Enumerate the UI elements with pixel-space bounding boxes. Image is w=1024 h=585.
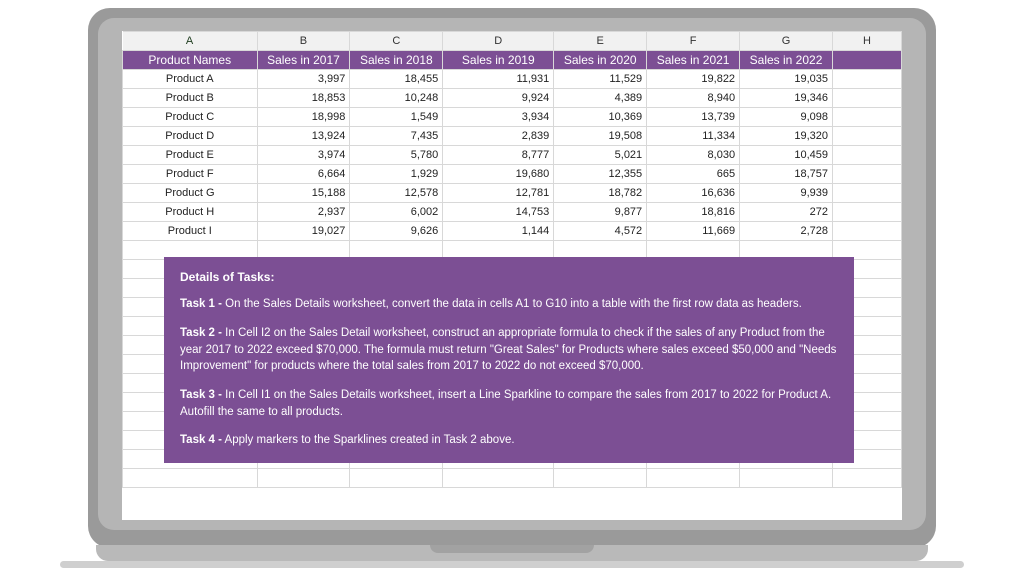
sales-cell[interactable]: 18,816 [647, 203, 740, 222]
table-row[interactable] [123, 127, 902, 146]
product-name-cell[interactable]: Product B [123, 89, 258, 108]
sales-cell[interactable]: 19,346 [740, 89, 833, 108]
sales-cell[interactable]: 12,578 [350, 184, 443, 203]
table-header-cell[interactable]: Product Names [123, 51, 258, 70]
laptop-screen [122, 31, 902, 520]
column-header-row [123, 32, 902, 51]
sales-cell[interactable]: 13,924 [257, 127, 350, 146]
product-name-cell[interactable]: Product H [123, 203, 258, 222]
empty-cell[interactable] [833, 51, 902, 70]
empty-cell[interactable] [740, 469, 833, 488]
sales-cell[interactable]: 8,030 [647, 146, 740, 165]
table-header-cell[interactable]: Sales in 2022 [740, 51, 833, 70]
sales-cell[interactable]: 11,669 [647, 222, 740, 241]
task-item [180, 432, 838, 449]
task-label: Task 4 - [180, 434, 222, 447]
table-row[interactable] [123, 222, 902, 241]
sales-cell[interactable]: 11,529 [554, 70, 647, 89]
sales-cell[interactable]: 15,188 [257, 184, 350, 203]
product-name-cell[interactable]: Product C [123, 108, 258, 127]
empty-cell[interactable] [123, 469, 258, 488]
sales-cell[interactable]: 19,822 [647, 70, 740, 89]
sales-cell[interactable]: 18,455 [350, 70, 443, 89]
sales-cell[interactable]: 10,369 [554, 108, 647, 127]
table-header-cell[interactable]: Sales in 2021 [647, 51, 740, 70]
sales-cell[interactable]: 18,757 [740, 165, 833, 184]
table-row[interactable] [123, 165, 902, 184]
sales-cell[interactable]: 18,998 [257, 108, 350, 127]
tasks-panel-title: Details of Tasks: [180, 270, 275, 284]
task-label: Task 2 - [180, 327, 222, 340]
sales-cell[interactable]: 2,728 [740, 222, 833, 241]
sales-cell[interactable]: 6,002 [350, 203, 443, 222]
task-label: Task 1 - [180, 298, 222, 311]
sales-cell[interactable]: 18,853 [257, 89, 350, 108]
column-header-d[interactable]: D [443, 32, 554, 51]
sales-cell[interactable]: 3,974 [257, 146, 350, 165]
sales-cell[interactable]: 9,924 [443, 89, 554, 108]
task-text: In Cell I1 on the Sales Details worksheet, insert a Line Sparkline to compare the sales from 2017 to 2022 for Product A. Autofill the same to all products. [180, 389, 832, 418]
table-header-row [123, 51, 902, 70]
sales-cell[interactable]: 1,144 [443, 222, 554, 241]
column-header-a[interactable]: A [123, 32, 258, 51]
sales-cell[interactable]: 3,997 [257, 70, 350, 89]
empty-cell[interactable] [257, 469, 350, 488]
laptop-shadow [60, 561, 964, 568]
table-header-cell[interactable]: Sales in 2020 [554, 51, 647, 70]
product-name-cell[interactable]: Product I [123, 222, 258, 241]
sales-cell[interactable]: 14,753 [443, 203, 554, 222]
sales-cell[interactable]: 8,777 [443, 146, 554, 165]
table-row[interactable] [123, 89, 902, 108]
column-header-f[interactable]: F [647, 32, 740, 51]
sales-cell[interactable]: 6,664 [257, 165, 350, 184]
empty-cell[interactable] [554, 469, 647, 488]
sales-cell[interactable]: 19,027 [257, 222, 350, 241]
sales-cell[interactable]: 2,839 [443, 127, 554, 146]
empty-cell[interactable] [647, 469, 740, 488]
sales-cell[interactable]: 10,248 [350, 89, 443, 108]
sales-cell[interactable]: 4,389 [554, 89, 647, 108]
sales-cell[interactable]: 5,780 [350, 146, 443, 165]
empty-cell[interactable] [443, 469, 554, 488]
table-row[interactable] [123, 108, 902, 127]
column-header-c[interactable]: C [350, 32, 443, 51]
task-text: On the Sales Details worksheet, convert the data in cells A1 to G10 into a table with the first row data as headers. [221, 298, 802, 311]
sales-cell[interactable]: 5,021 [554, 146, 647, 165]
sales-cell[interactable]: 9,877 [554, 203, 647, 222]
sales-cell[interactable]: 19,320 [740, 127, 833, 146]
task-label: Task 3 - [180, 389, 222, 402]
empty-cell[interactable] [833, 146, 902, 165]
empty-cell[interactable] [350, 469, 443, 488]
column-header-e[interactable]: E [554, 32, 647, 51]
column-header-h[interactable]: H [833, 32, 902, 51]
table-header-cell[interactable]: Sales in 2017 [257, 51, 350, 70]
table-header-cell[interactable]: Sales in 2019 [443, 51, 554, 70]
product-name-cell[interactable]: Product D [123, 127, 258, 146]
laptop-foot [430, 545, 594, 553]
spreadsheet-area[interactable] [122, 31, 902, 520]
column-header-g[interactable]: G [740, 32, 833, 51]
task-text: In Cell I2 on the Sales Detail worksheet, construct an appropriate formula to check if the sales of any Product from the year 2017 to 2022 exceed $70,000. The formula must return "Great Sales" for Products where sales exceed $50,000 and "Needs Improvement" for products where the total sales from 2017 to 2022 do not exceed $70,000. [180, 327, 837, 373]
task-item [180, 387, 838, 420]
sales-cell[interactable]: 4,572 [554, 222, 647, 241]
empty-cell[interactable] [833, 184, 902, 203]
sales-cell[interactable]: 19,035 [740, 70, 833, 89]
product-name-cell[interactable]: Product A [123, 70, 258, 89]
sales-cell[interactable]: 665 [647, 165, 740, 184]
empty-cell[interactable] [833, 165, 902, 184]
empty-cell[interactable] [833, 203, 902, 222]
sales-cell[interactable]: 272 [740, 203, 833, 222]
sales-cell[interactable]: 1,549 [350, 108, 443, 127]
empty-cell[interactable] [833, 70, 902, 89]
empty-cell[interactable] [833, 108, 902, 127]
empty-cell[interactable] [833, 469, 902, 488]
task-item [180, 296, 838, 313]
empty-cell[interactable] [833, 127, 902, 146]
sales-cell[interactable]: 1,929 [350, 165, 443, 184]
sales-cell[interactable]: 11,931 [443, 70, 554, 89]
sales-cell[interactable]: 18,782 [554, 184, 647, 203]
sales-cell[interactable]: 9,626 [350, 222, 443, 241]
sales-cell[interactable]: 10,459 [740, 146, 833, 165]
sales-cell[interactable]: 11,334 [647, 127, 740, 146]
table-row[interactable] [123, 70, 902, 89]
tasks-panel [164, 257, 854, 463]
task-text: Apply markers to the Sparklines created in Task 2 above. [221, 434, 515, 447]
sales-cell[interactable]: 16,636 [647, 184, 740, 203]
sales-cell[interactable]: 8,940 [647, 89, 740, 108]
sales-cell[interactable]: 3,934 [443, 108, 554, 127]
table-row[interactable] [123, 203, 902, 222]
sales-cell[interactable]: 13,739 [647, 108, 740, 127]
column-header-b[interactable]: B [257, 32, 350, 51]
sales-cell[interactable]: 12,781 [443, 184, 554, 203]
empty-cell[interactable] [833, 89, 902, 108]
table-row[interactable] [123, 146, 902, 165]
product-name-cell[interactable]: Product G [123, 184, 258, 203]
sales-cell[interactable]: 19,508 [554, 127, 647, 146]
product-name-cell[interactable]: Product F [123, 165, 258, 184]
table-header-cell[interactable]: Sales in 2018 [350, 51, 443, 70]
empty-cell[interactable] [833, 222, 902, 241]
sales-cell[interactable]: 12,355 [554, 165, 647, 184]
sales-cell[interactable]: 9,939 [740, 184, 833, 203]
sales-cell[interactable]: 9,098 [740, 108, 833, 127]
product-name-cell[interactable]: Product E [123, 146, 258, 165]
sales-cell[interactable]: 19,680 [443, 165, 554, 184]
empty-row[interactable] [123, 469, 902, 488]
table-row[interactable] [123, 184, 902, 203]
task-item [180, 325, 838, 375]
sales-cell[interactable]: 7,435 [350, 127, 443, 146]
sales-cell[interactable]: 2,937 [257, 203, 350, 222]
